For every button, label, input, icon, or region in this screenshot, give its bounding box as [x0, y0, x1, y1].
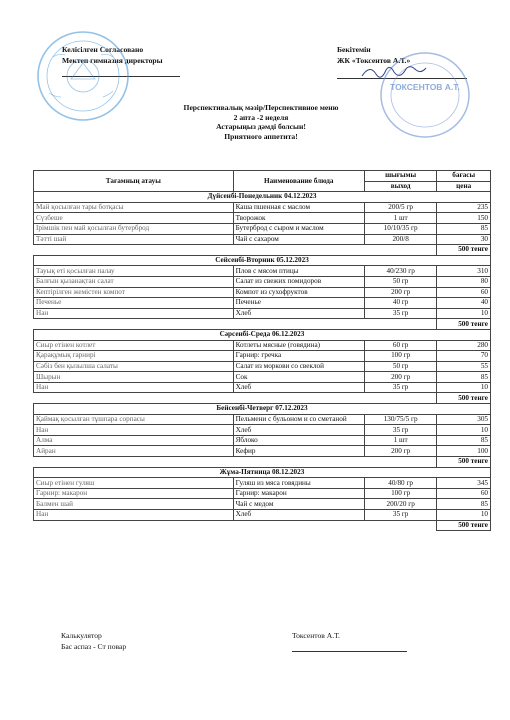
title-line-3: Астарыңыз дәмді болсын!	[216, 122, 306, 131]
dish-price: 280	[437, 340, 491, 351]
dish-name-kz: Алма	[34, 435, 234, 446]
approved-label: Бекітемін	[337, 45, 371, 54]
dish-name-ru: Гарнир: гречка	[233, 351, 364, 362]
dish-name-ru: Плов с мясом птицы	[233, 266, 364, 277]
menu-item-row	[34, 234, 491, 245]
dish-name-kz: Гарнир: макарон	[34, 488, 234, 499]
dish-name-kz: Нан	[34, 425, 234, 436]
total-spacer	[34, 393, 437, 404]
day-total-row	[34, 457, 491, 468]
menu-item-row	[34, 287, 491, 298]
dish-price: 305	[437, 414, 491, 425]
dish-name-kz: Кептірілген жемістен компот	[34, 287, 234, 298]
dish-name-ru: Хлеб	[233, 308, 364, 319]
portion-size: 130/75/5 гр	[364, 414, 436, 425]
header-row	[34, 171, 491, 182]
col-header-ru: Наименование блюда	[233, 171, 364, 192]
portion-size: 35 гр	[364, 308, 436, 319]
dish-price: 60	[437, 488, 491, 499]
dish-price: 150	[437, 213, 491, 224]
dish-price: 310	[437, 266, 491, 277]
portion-size: 1 шт	[364, 213, 436, 224]
portion-size: 200/20 гр	[364, 499, 436, 510]
dish-name-kz: Сиыр етінен гуляш	[34, 478, 234, 489]
menu-item-row	[34, 340, 491, 351]
menu-item-row	[34, 361, 491, 372]
menu-item-row	[34, 446, 491, 457]
dish-name-ru: Кефир	[233, 446, 364, 457]
dish-price: 55	[437, 361, 491, 372]
portion-size: 200/5 гр	[364, 202, 436, 213]
menu-item-row	[34, 382, 491, 393]
portion-size: 1 шт	[364, 435, 436, 446]
portion-size: 35 гр	[364, 382, 436, 393]
dish-price: 80	[437, 276, 491, 287]
dish-price: 85	[437, 499, 491, 510]
menu-item-row	[34, 414, 491, 425]
signer-name: Токсентов А.Т.	[292, 631, 340, 640]
menu-item-row	[34, 488, 491, 499]
portion-size: 100 гр	[364, 351, 436, 362]
agreed-label: Келісілген Согласовано	[62, 45, 144, 54]
portion-size: 40 гр	[364, 298, 436, 309]
total-spacer	[34, 520, 437, 531]
day-title: Сейсенбі-Вторник 05.12.2023	[34, 255, 491, 266]
dish-price: 70	[437, 351, 491, 362]
day-header-row	[34, 467, 491, 478]
day-title: Бейсенбі-Четверг 07.12.2023	[34, 404, 491, 415]
col-header-out: шығымы	[364, 171, 436, 182]
day-total: 500 тенге	[437, 319, 491, 330]
dish-name-ru: Гуляш из мяса говядины	[233, 478, 364, 489]
dish-price: 10	[437, 425, 491, 436]
dish-name-kz: Тауық еті қосылған палау	[34, 266, 234, 277]
day-header-row	[34, 404, 491, 415]
day-total: 500 тенге	[437, 457, 491, 468]
menu-item-row	[34, 223, 491, 234]
dish-name-kz: Печенье	[34, 298, 234, 309]
dish-name-ru: Сок	[233, 372, 364, 383]
dish-name-kz: Балғын қызанақтан салат	[34, 276, 234, 287]
menu-item-row	[34, 510, 491, 521]
chef-label: Бас аспаз - Ст повар	[61, 642, 127, 651]
menu-item-row	[34, 276, 491, 287]
dish-name-kz: Май қосылған тары ботқасы	[34, 202, 234, 213]
col-header-price-ru: цена	[437, 181, 491, 192]
dish-name-ru: Салат из моркови со свеклой	[233, 361, 364, 372]
dish-name-ru: Хлеб	[233, 510, 364, 521]
dish-name-kz: Шырын	[34, 372, 234, 383]
dish-name-ru: Чай с медом	[233, 499, 364, 510]
dish-price: 345	[437, 478, 491, 489]
menu-item-row	[34, 478, 491, 489]
day-title: Жұма-Пятница 08.12.2023	[34, 467, 491, 478]
day-title: Сәрсенбі-Среда 06.12.2023	[34, 329, 491, 340]
portion-size: 200 гр	[364, 287, 436, 298]
menu-table	[33, 170, 491, 531]
dish-price: 100	[437, 446, 491, 457]
menu-item-row	[34, 308, 491, 319]
dish-price: 85	[437, 435, 491, 446]
menu-item-row	[34, 372, 491, 383]
portion-size: 60 гр	[364, 340, 436, 351]
dish-name-kz: Сүзбеше	[34, 213, 234, 224]
total-spacer	[34, 457, 437, 468]
portion-size: 40/230 гр	[364, 266, 436, 277]
dish-name-ru: Котлеты мясные (говядина)	[233, 340, 364, 351]
col-header-out-ru: выход	[364, 181, 436, 192]
dish-price: 85	[437, 372, 491, 383]
dish-name-ru: Хлеб	[233, 382, 364, 393]
dish-name-kz: Қаймақ қосылған тұшпара сорпасы	[34, 414, 234, 425]
calculator-label: Калькулятор	[61, 631, 102, 640]
day-header-row	[34, 329, 491, 340]
title-line-2: 2 апта -2 неделя	[233, 112, 289, 122]
stamp-text: ТОКСЕНТОВ А.Т.	[390, 82, 460, 92]
portion-size: 50 гр	[364, 276, 436, 287]
day-header-row	[34, 255, 491, 266]
dish-name-ru: Компот из сухофруктов	[233, 287, 364, 298]
dish-name-kz: Нан	[34, 308, 234, 319]
day-total-row	[34, 245, 491, 256]
total-spacer	[34, 319, 437, 330]
portion-size: 10/10/35 гр	[364, 223, 436, 234]
day-total: 500 тенге	[437, 245, 491, 256]
day-total: 500 тенге	[437, 393, 491, 404]
dish-name-ru: Творожок	[233, 213, 364, 224]
menu-item-row	[34, 298, 491, 309]
dish-name-ru: Яблоко	[233, 435, 364, 446]
dish-name-ru: Чай с сахаром	[233, 234, 364, 245]
portion-size: 200/8	[364, 234, 436, 245]
menu-item-row	[34, 213, 491, 224]
dish-price: 235	[437, 202, 491, 213]
dish-price: 30	[437, 234, 491, 245]
menu-item-row	[34, 202, 491, 213]
dish-price: 40	[437, 298, 491, 309]
total-spacer	[34, 245, 437, 256]
dish-price: 85	[437, 223, 491, 234]
day-total-row	[34, 393, 491, 404]
title-line-4: Приятного аппетита!	[224, 131, 298, 141]
dish-price: 10	[437, 510, 491, 521]
portion-size: 40/80 гр	[364, 478, 436, 489]
signature-scribble	[360, 62, 430, 82]
dish-price: 60	[437, 287, 491, 298]
col-header-kz: Тағамның атауы	[34, 171, 234, 192]
dish-name-kz: Айран	[34, 446, 234, 457]
portion-size: 200 гр	[364, 372, 436, 383]
portion-size: 35 гр	[364, 425, 436, 436]
director-label: Мектеп гимназия директоры	[62, 56, 163, 65]
dish-name-kz: Балмен шай	[34, 499, 234, 510]
day-total: 500 тенге	[437, 520, 491, 531]
dish-name-kz: Қарақұмық гарнирі	[34, 351, 234, 362]
menu-item-row	[34, 435, 491, 446]
menu-titles	[0, 103, 510, 141]
menu-item-row	[34, 266, 491, 277]
menu-item-row	[34, 499, 491, 510]
dish-name-kz: Ірімшік пен май қосылған бутерброд	[34, 223, 234, 234]
dish-name-ru: Пельмени с бульоном и со сметаной	[233, 414, 364, 425]
day-total-row	[34, 520, 491, 531]
portion-size: 50 гр	[364, 361, 436, 372]
dish-price: 10	[437, 382, 491, 393]
menu-item-row	[34, 425, 491, 436]
title-line-1: Перспективалық мәзір/Перспективное меню	[183, 103, 339, 112]
dish-name-ru: Гарнир: макарон	[233, 488, 364, 499]
menu-item-row	[34, 351, 491, 362]
dish-name-kz: Сиыр етінен котлет	[34, 340, 234, 351]
dish-name-kz: Нан	[34, 510, 234, 521]
dish-name-ru: Хлеб	[233, 425, 364, 436]
col-header-price: бағасы	[437, 171, 491, 182]
dish-name-ru: Бутерброд с сыром и маслом	[233, 223, 364, 234]
footer-roles	[61, 630, 126, 652]
dish-name-ru: Каша пшенная с маслом	[233, 202, 364, 213]
portion-size: 35 гр	[364, 510, 436, 521]
dish-price: 10	[437, 308, 491, 319]
footer-signature-line	[292, 651, 407, 652]
dish-name-kz: Сәбіз бен қызылша салаты	[34, 361, 234, 372]
day-title: Дүйсенбі-Понедельник 04.12.2023	[34, 192, 491, 203]
day-total-row	[34, 319, 491, 330]
dish-name-ru: Салат из свежих помидоров	[233, 276, 364, 287]
dish-name-kz: Нан	[34, 382, 234, 393]
dish-name-kz: Тәтті шай	[34, 234, 234, 245]
portion-size: 200 гр	[364, 446, 436, 457]
dish-name-ru: Печенье	[233, 298, 364, 309]
company-label: ЖК «Токсентов А.Т.»	[337, 56, 411, 65]
day-header-row	[34, 192, 491, 203]
portion-size: 100 гр	[364, 488, 436, 499]
